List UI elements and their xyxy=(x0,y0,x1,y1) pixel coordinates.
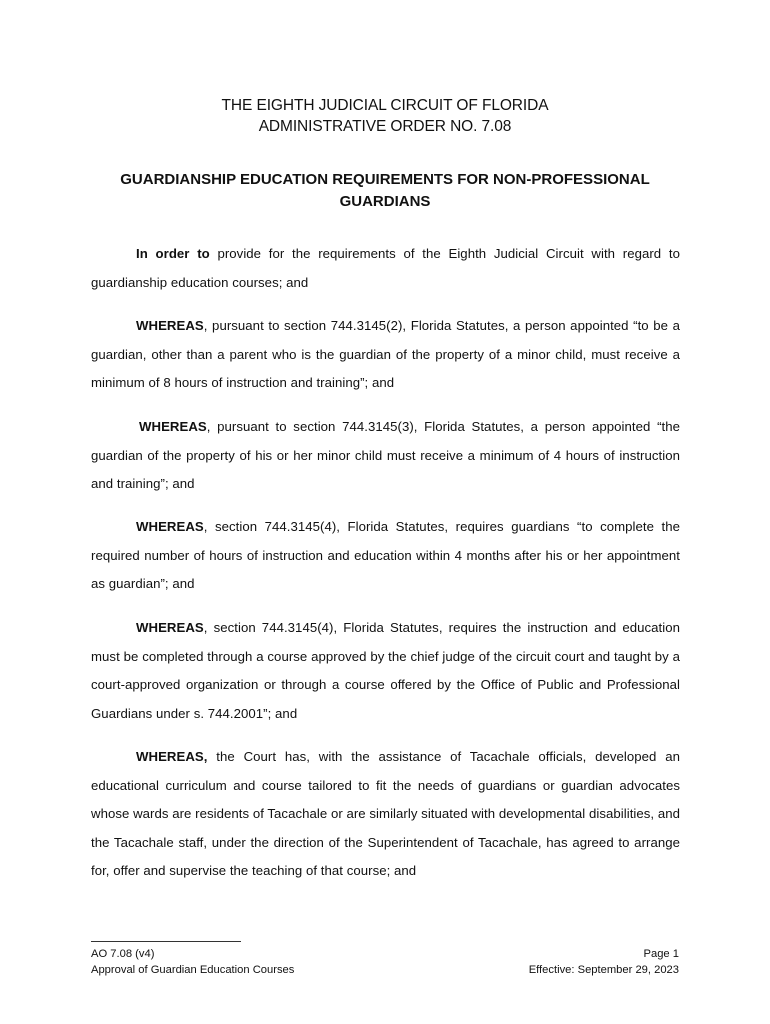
effective-date: Effective: September 29, 2023 xyxy=(528,963,679,976)
paragraph-text: , section 744.3145(4), Florida Statutes, requires the instruction and education must be completed through a course approved by the chief judge of the circuit court and taught by a court-approved organization or through a course offered by the Office of Public and Professional Guardians under s. 744.2001”; and xyxy=(91,620,680,721)
paragraph-lead: WHEREAS xyxy=(136,519,204,534)
paragraph-lead: WHEREAS xyxy=(136,318,204,333)
paragraph xyxy=(91,614,680,728)
paragraph-lead: WHEREAS xyxy=(139,419,207,434)
paragraph xyxy=(91,413,680,499)
paragraph xyxy=(91,312,680,398)
paragraph-text: , pursuant to section 744.3145(2), Florida Statutes, a person appointed “to be a guardian, other than a parent who is the guardian of the property of a minor child, must receive a minimum of 8 hours of instruction and training”; and xyxy=(91,318,680,390)
paragraph-text: the Court has, with the assistance of Tacachale officials, developed an educational curriculum and course tailored to fit the needs of guardians or guardian advocates whose wards are residents of Tacachale or are similarly situated with developmental disabilities, and the Tacachale staff, under the direction of the Superintendent of Tacachale, has agreed to arrange for, offer and supervise the teaching of that course; and xyxy=(91,749,681,878)
footer-doc-version: AO 7.08 (v4) xyxy=(91,948,155,960)
footer-left xyxy=(91,947,294,978)
footer-divider xyxy=(91,941,241,942)
paragraph xyxy=(91,513,680,599)
paragraph-lead: In order to xyxy=(136,246,210,261)
page-number: Page 1 xyxy=(643,948,679,960)
footer-right xyxy=(529,947,679,978)
court-name: THE EIGHTH JUDICIAL CIRCUIT OF FLORIDA xyxy=(221,97,549,114)
paragraph-lead: WHEREAS, xyxy=(136,749,208,764)
paragraph xyxy=(91,743,680,886)
paragraph-text: provide for the requirements of the Eighth Judicial Circuit with regard to guardianship education courses; and xyxy=(91,246,680,290)
paragraph-lead: WHEREAS xyxy=(136,620,204,635)
footer-doc-subject: Approval of Guardian Education Courses xyxy=(91,963,295,976)
paragraph-text: , pursuant to section 744.3145(3), Florida Statutes, a person appointed “the guardian of the property of his or her minor child must receive a minimum of 4 hours of instruction and training”; and xyxy=(91,419,680,491)
order-number: ADMINISTRATIVE ORDER NO. 7.08 xyxy=(258,118,512,135)
order-title: GUARDIANSHIP EDUCATION REQUIREMENTS FOR NON-PROFESSIONAL GUARDIANS xyxy=(120,171,650,210)
paragraph-text: , section 744.3145(4), Florida Statutes, requires guardians “to complete the required number of hours of instruction and education within 4 months after his or her appointment as guardian”; and xyxy=(91,519,680,591)
paragraph xyxy=(91,240,680,297)
